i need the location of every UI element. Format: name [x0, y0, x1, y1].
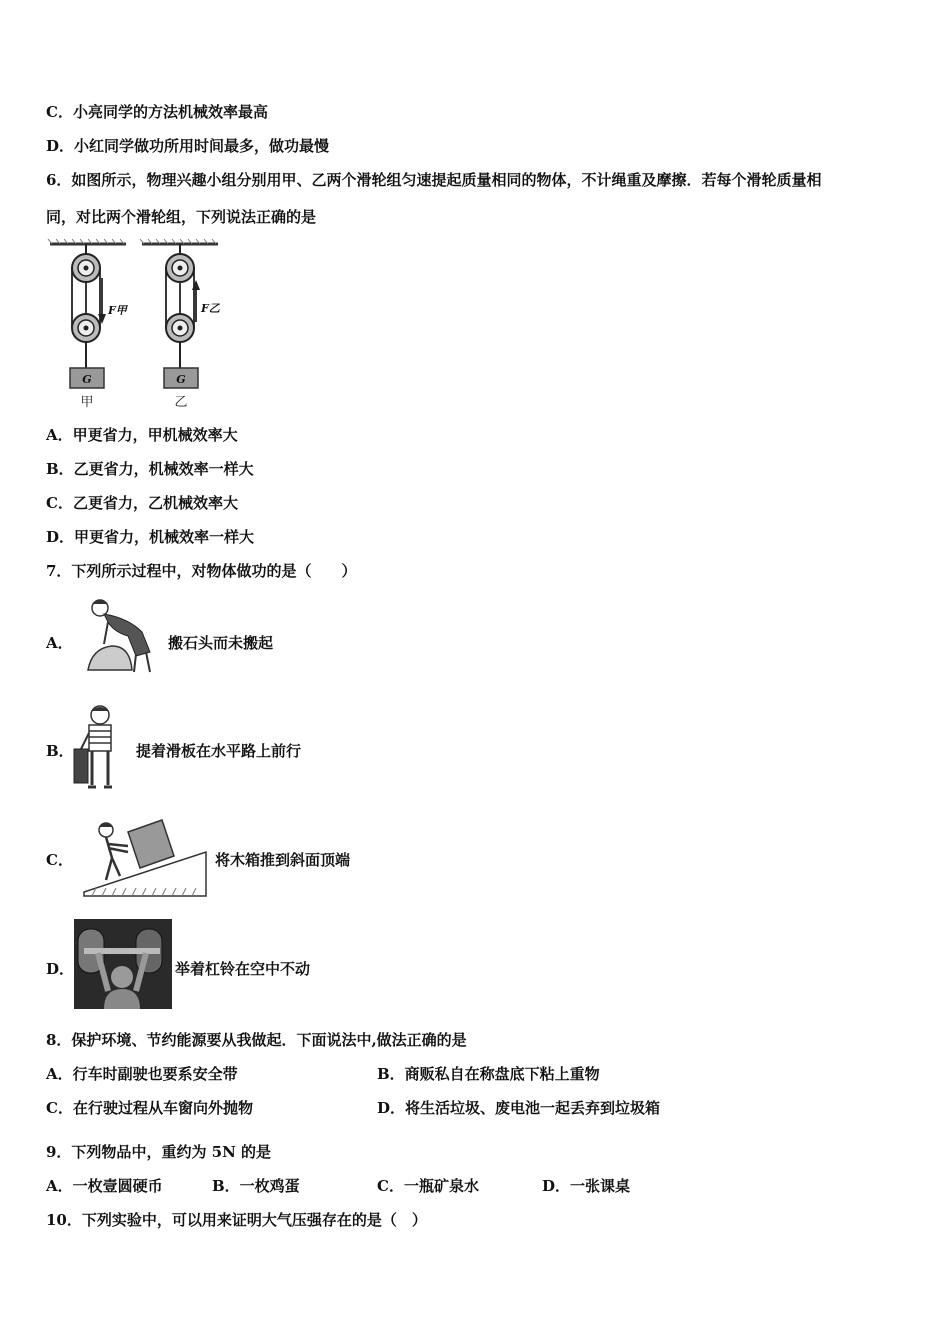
q8-stem: 8．保护环境、节约能源要从我做起．下面说法中,做法正确的是 — [46, 1031, 467, 1049]
illustration-carrying-skateboard — [72, 703, 128, 795]
q6-option-a: A．甲更省力，甲机械效率大 — [46, 426, 238, 444]
q7-option-a-text: 搬石头而未搬起 — [168, 634, 274, 652]
q8-option-c: C．在行驶过程从车窗向外抛物 — [46, 1099, 253, 1117]
q6-option-d: D．甲更省力，机械效率一样大 — [46, 528, 255, 546]
q9-option-b: B．一枚鸡蛋 — [212, 1177, 300, 1195]
weight-label-left: G — [82, 373, 92, 386]
q8-option-a: A．行车时副驶也要系安全带 — [46, 1065, 238, 1083]
q5-option-c: C．小亮同学的方法机械效率最高 — [46, 103, 268, 121]
q9-option-d: D．一张课桌 — [542, 1177, 631, 1195]
q8-option-d: D．将生活垃圾、废电池一起丢弃到垃圾箱 — [377, 1099, 661, 1117]
force-label-left: F甲 — [108, 304, 127, 317]
caption-left: 甲 — [80, 395, 94, 410]
q7-option-d-text: 举着杠铃在空中不动 — [175, 960, 311, 978]
q7-option-c-text: 将木箱推到斜面顶端 — [215, 851, 351, 869]
q9-stem: 9．下列物品中，重约为 5N 的是 — [46, 1143, 272, 1161]
illustration-lifting-stone — [78, 596, 160, 676]
q7-option-a-letter: A． — [46, 634, 73, 652]
q6-option-c: C．乙更省力，乙机械效率大 — [46, 494, 238, 512]
q7-stem: 7．下列所示过程中，对物体做功的是（ ） — [46, 562, 357, 580]
illustration-pushing-box-up-slope — [82, 812, 208, 898]
q8-option-b: B．商贩私自在称盘底下粘上重物 — [377, 1065, 600, 1083]
q6-stem-line1: 6．如图所示，物理兴趣小组分别用甲、乙两个滑轮组匀速提起质量相同的物体，不计绳重及摩擦．若每个滑轮质量相 — [46, 171, 822, 189]
q10-stem: 10．下列实验中，可以用来证明大气压强存在的是（ ） — [46, 1211, 427, 1229]
q7-option-b-label: 提着滑板在水平路上前行 — [136, 742, 302, 760]
force-label-right: F乙 — [201, 302, 220, 315]
weight-label-right: G — [176, 373, 186, 386]
caption-right: 乙 — [174, 395, 188, 410]
q9-option-a: A．一枚壹圆硬币 — [46, 1177, 163, 1195]
q5-option-d: D．小红同学做功所用时间最多，做功最慢 — [46, 137, 330, 155]
q7-option-c-letter: C． — [46, 851, 73, 869]
illustration-weightlifter-photo — [74, 919, 172, 1009]
q7-option-b-letter: B． — [46, 742, 74, 760]
q6-stem-line2: 同，对比两个滑轮组，下列说法正确的是 — [46, 208, 317, 226]
pulley-figure — [46, 238, 226, 410]
q7-option-d-letter: D． — [46, 960, 75, 978]
q9-option-c: C．一瓶矿泉水 — [377, 1177, 479, 1195]
q6-option-b: B．乙更省力，机械效率一样大 — [46, 460, 254, 478]
